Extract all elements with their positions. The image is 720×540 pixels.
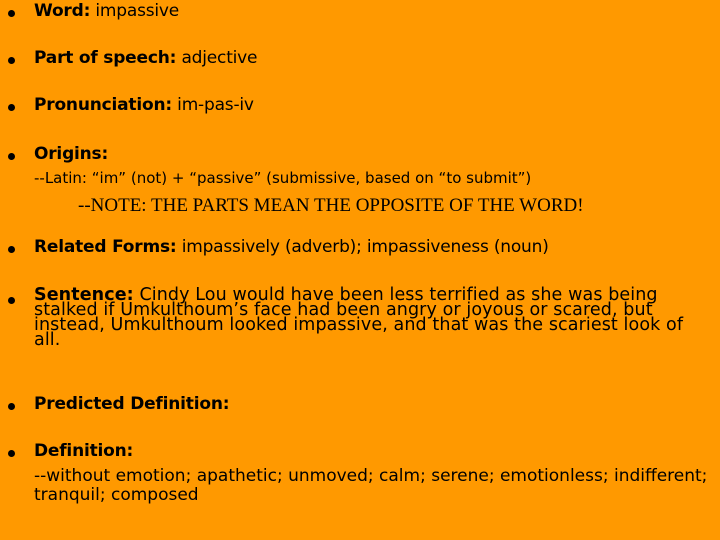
pronunciation-item xyxy=(8,95,714,115)
part-of-speech-line xyxy=(34,48,714,68)
bullet-icon xyxy=(8,403,15,410)
pronunciation-line xyxy=(34,95,714,115)
word-line xyxy=(34,1,714,21)
definition-line xyxy=(34,441,714,461)
sentence-label: Sentence: xyxy=(34,285,134,305)
related-forms-line xyxy=(34,237,714,257)
pronunciation-value: im-pas-iv xyxy=(177,95,254,115)
predicted-definition-line xyxy=(34,394,714,414)
bullet-icon xyxy=(8,10,15,17)
predicted-definition-label: Predicted Definition: xyxy=(34,394,230,414)
bullet-icon xyxy=(8,153,15,160)
sentence-item xyxy=(8,285,714,350)
origins-note: --NOTE: THE PARTS MEAN THE OPPOSITE OF THE WORD! xyxy=(78,195,584,216)
bullet-icon xyxy=(8,104,15,111)
bullet-icon xyxy=(8,57,15,64)
predicted-definition-item xyxy=(8,394,714,414)
part-of-speech-item xyxy=(8,48,714,68)
word-item xyxy=(8,1,714,21)
origins-line xyxy=(34,144,714,164)
bullet-icon xyxy=(8,246,15,253)
definition-value: --without emotion; apathetic; unmoved; calm; serene; emotionless; indifferent; tranquil; composed xyxy=(34,466,708,505)
origins-latin: --Latin: “im” (not) + “passive” (submissive, based on “to submit”) xyxy=(34,169,532,187)
part-of-speech-value: adjective xyxy=(181,48,258,68)
definition-label: Definition: xyxy=(34,441,134,461)
related-forms-label: Related Forms: xyxy=(34,237,177,257)
part-of-speech-label: Part of speech: xyxy=(34,48,177,68)
pronunciation-label: Pronunciation: xyxy=(34,95,172,115)
sentence-line xyxy=(34,285,714,350)
definition-item xyxy=(8,441,714,505)
bullet-icon xyxy=(8,297,15,304)
origins-label: Origins: xyxy=(34,144,109,164)
word-label: Word: xyxy=(34,1,91,21)
bullet-icon xyxy=(8,450,15,457)
origins-item xyxy=(8,144,714,217)
sentence-value: Cindy Lou would have been less terrified as she was being stalked if Umkulthoum’s face had been angry or joyous or scared, but instead, Umkulthoum looked impassive, and that was the scariest look of all. xyxy=(34,285,684,350)
related-forms-item xyxy=(8,237,714,257)
word-value: impassive xyxy=(95,1,180,21)
related-forms-value: impassively (adverb); impassiveness (noun) xyxy=(181,237,549,257)
